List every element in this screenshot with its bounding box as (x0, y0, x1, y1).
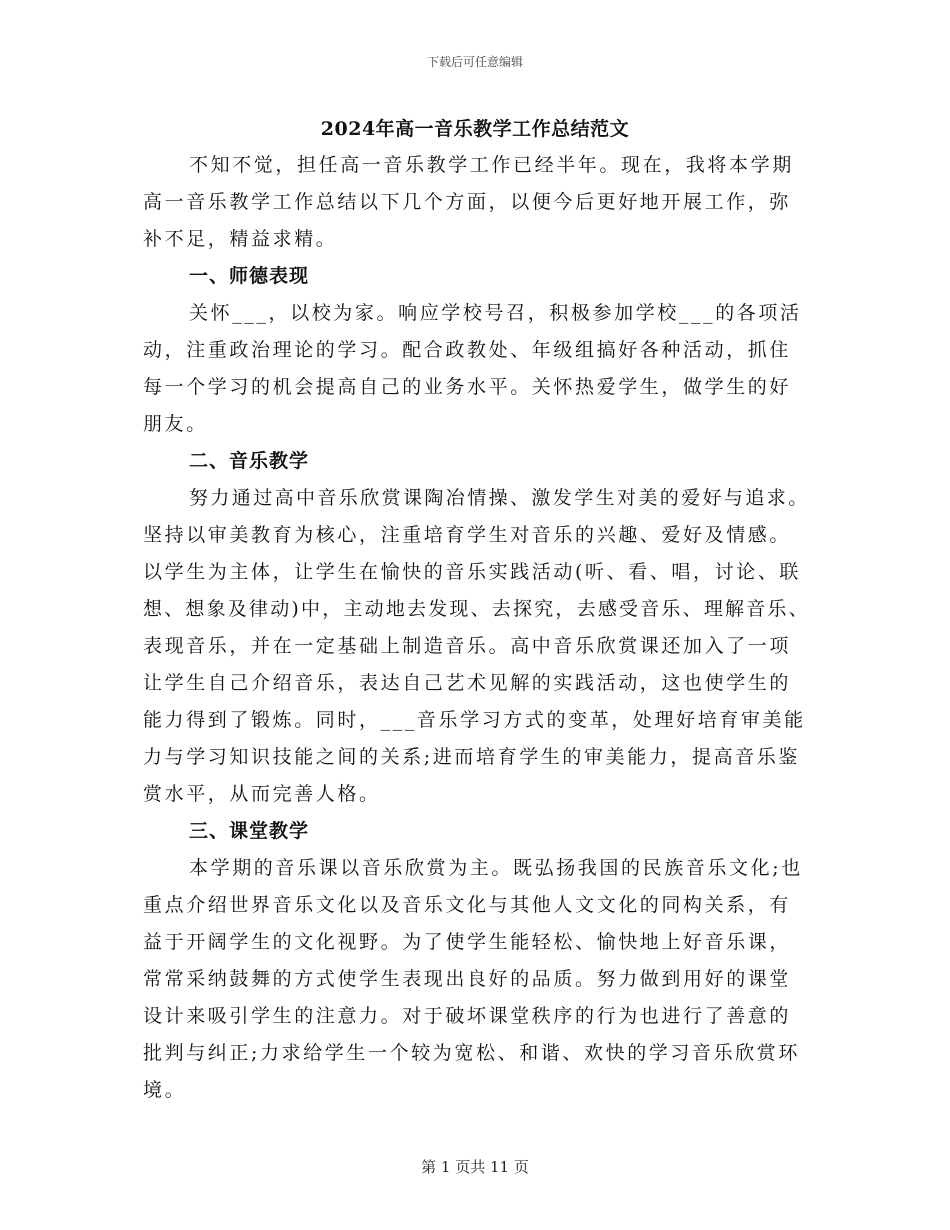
paragraph-line: 想、想象及律动)中，主动地去发现、去探究，去感受音乐、理解音乐、 (143, 598, 810, 620)
section-heading: 二、音乐教学 (189, 450, 310, 472)
paragraph-line: 能力得到了锻炼。同时，___音乐学习方式的变革，处理好培育审美能 (143, 709, 806, 731)
paragraph-line: 常常采纳鼓舞的方式使学生表现出良好的品质。努力做到用好的课堂 (143, 968, 792, 990)
paragraph-line: 动，注重政治理论的学习。配合政教处、年级组搞好各种活动，抓住 (143, 339, 792, 361)
paragraph-line: 关怀___，以校为家。响应学校号召，积极参加学校___的各项活 (189, 302, 802, 324)
paragraph-line: 以学生为主体，让学生在愉快的音乐实践活动(听、看、唱，讨论、联 (143, 561, 802, 583)
paragraph-line: 设计来吸引学生的注意力。对于破坏课堂秩序的行为也进行了善意的 (143, 1005, 792, 1027)
paragraph-line: 益于开阔学生的文化视野。为了使学生能轻松、愉快地上好音乐课， (143, 931, 792, 953)
section-heading: 一、师德表现 (189, 265, 310, 287)
intro-line: 补不足，精益求精。 (143, 228, 338, 250)
paragraph-line: 批判与纠正;力求给学生一个较为宽松、和谐、欢快的学习音乐欣赏环 (143, 1042, 801, 1064)
document-title: 2024年高一音乐教学工作总结范文 (320, 118, 630, 140)
section-heading: 三、课堂教学 (189, 820, 310, 842)
paragraph-line: 坚持以审美教育为核心，注重培育学生对音乐的兴趣、爱好及情感。 (143, 524, 792, 546)
paragraph-line: 表现音乐，并在一定基础上制造音乐。高中音乐欣赏课还加入了一项 (143, 635, 792, 657)
intro-line: 高一音乐教学工作总结以下几个方面，以便今后更好地开展工作，弥 (143, 191, 792, 213)
paragraph-line: 本学期的音乐课以音乐欣赏为主。既弘扬我国的民族音乐文化;也 (189, 857, 803, 879)
paragraph-line: 赏水平，从而完善人格。 (143, 783, 381, 805)
paragraph-line: 让学生自己介绍音乐，表达自己艺术见解的实践活动，这也使学生的 (143, 672, 792, 694)
paragraph-line: 努力通过高中音乐欣赏课陶冶情操、激发学生对美的爱好与追求。 (189, 487, 810, 509)
paragraph-line: 力与学习知识技能之间的关系;进而培育学生的审美能力，提高音乐鉴 (143, 746, 801, 768)
header-note: 下载后可任意编辑 (426, 55, 523, 69)
paragraph-line: 重点介绍世界音乐文化以及音乐文化与其他人文文化的同构关系，有 (143, 894, 792, 916)
paragraph-line: 朋友。 (143, 413, 208, 435)
paragraph-line: 每一个学习的机会提高自己的业务水平。关怀热爱学生，做学生的好 (143, 376, 792, 398)
page-number: 第 1 页共 11 页 (421, 1158, 529, 1176)
intro-line: 不知不觉，担任高一音乐教学工作已经半年。现在，我将本学期 (189, 154, 794, 176)
paragraph-line: 境。 (143, 1079, 187, 1101)
